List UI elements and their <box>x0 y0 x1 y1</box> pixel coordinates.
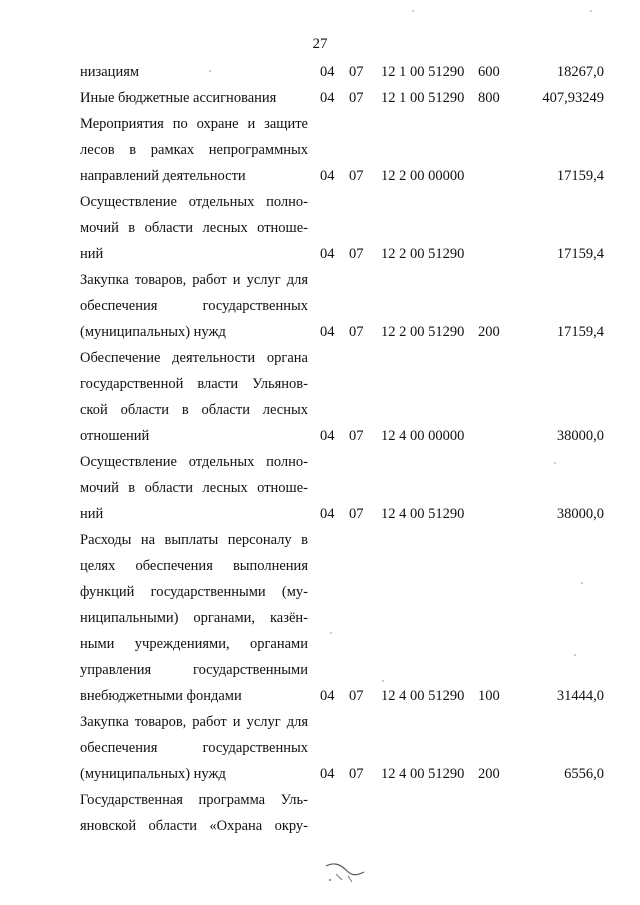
target-article: 12 4 00 51290 <box>381 506 465 522</box>
text-line: управления государственными <box>80 662 308 678</box>
scan-speck <box>382 680 384 682</box>
amount: 31444,0 <box>556 688 604 704</box>
text-line: обеспечения государственных <box>80 298 308 314</box>
scan-speck <box>412 10 414 12</box>
scan-speck <box>590 10 592 12</box>
text-line: (муниципальных) нужд <box>80 324 226 340</box>
section-code: 04 <box>320 64 335 80</box>
page-number: 27 <box>312 36 328 52</box>
text-line: мочий в области лесных отноше- <box>80 480 308 496</box>
amount: 38000,0 <box>556 428 604 444</box>
target-article: 12 4 00 51290 <box>381 766 465 782</box>
text-line: ний <box>80 506 104 522</box>
amount: 17159,4 <box>556 168 604 184</box>
amount: 6556,0 <box>564 766 604 782</box>
text-line: (муниципальных) нужд <box>80 766 226 782</box>
amount: 17159,4 <box>556 324 604 340</box>
text-line: Мероприятия по охране и защите <box>80 116 308 132</box>
text-line: отношений <box>80 428 150 444</box>
text-line: государственной власти Ульянов- <box>80 376 308 392</box>
text-line: направлений деятельности <box>80 168 246 184</box>
text-line: внебюджетными фондами <box>80 688 242 704</box>
target-article: 12 2 00 00000 <box>381 168 465 184</box>
scan-speck <box>581 582 583 584</box>
target-article: 12 1 00 51290 <box>381 90 465 106</box>
amount: 17159,4 <box>556 246 604 262</box>
text-line: Обеспечение деятельности органа <box>80 350 308 366</box>
section-code: 04 <box>320 324 335 340</box>
target-article: 12 2 00 51290 <box>381 324 465 340</box>
subsection-code: 07 <box>349 428 364 444</box>
subsection-code: 07 <box>349 64 364 80</box>
text-line: целях обеспечения выполнения <box>80 558 308 574</box>
section-code: 04 <box>320 168 335 184</box>
subsection-code: 07 <box>349 90 364 106</box>
text-line: Осуществление отдельных полно- <box>80 454 308 470</box>
text-line: ниципальными) органами, казён- <box>80 610 308 626</box>
subsection-code: 07 <box>349 766 364 782</box>
text-line: лесов в рамках непрограммных <box>80 142 308 158</box>
section-code: 04 <box>320 246 335 262</box>
text-line: обеспечения государственных <box>80 740 308 756</box>
amount: 18267,0 <box>556 64 604 80</box>
text-line: Расходы на выплаты персоналу в <box>80 532 308 548</box>
amount: 407,93249 <box>542 90 604 106</box>
scan-speck <box>574 654 576 656</box>
section-code: 04 <box>320 688 335 704</box>
expense-type: 200 <box>478 324 500 340</box>
subsection-code: 07 <box>349 324 364 340</box>
expense-type: 100 <box>478 688 500 704</box>
target-article: 12 1 00 51290 <box>381 64 465 80</box>
subsection-code: 07 <box>349 506 364 522</box>
expense-type: 200 <box>478 766 500 782</box>
target-article: 12 4 00 00000 <box>381 428 465 444</box>
text-line: Закупка товаров, работ и услуг для <box>80 714 308 730</box>
text-line: ской области в области лесных <box>80 402 308 418</box>
amount: 38000,0 <box>556 506 604 522</box>
expense-type: 600 <box>478 64 500 80</box>
text-line: Иные бюджетные ассигнования <box>80 90 277 106</box>
text-line: функций государственными (му- <box>80 584 308 600</box>
section-code: 04 <box>320 766 335 782</box>
section-code: 04 <box>320 506 335 522</box>
scan-speck <box>554 462 556 464</box>
target-article: 12 4 00 51290 <box>381 688 465 704</box>
text-line: низациям <box>80 64 140 80</box>
expense-type: 800 <box>478 90 500 106</box>
text-line: ний <box>80 246 104 262</box>
section-code: 04 <box>320 428 335 444</box>
section-code: 04 <box>320 90 335 106</box>
target-article: 12 2 00 51290 <box>381 246 465 262</box>
text-line: Осуществление отдельных полно- <box>80 194 308 210</box>
text-line: мочий в области лесных отноше- <box>80 220 308 236</box>
text-line: Закупка товаров, работ и услуг для <box>80 272 308 288</box>
text-line: Государственная программа Уль- <box>80 792 308 808</box>
text-line: яновской области «Охрана окру- <box>80 818 308 834</box>
signature-scribble <box>322 858 368 888</box>
scan-speck <box>330 632 332 634</box>
subsection-code: 07 <box>349 688 364 704</box>
subsection-code: 07 <box>349 168 364 184</box>
scan-speck <box>209 70 211 72</box>
subsection-code: 07 <box>349 246 364 262</box>
text-line: ными учреждениями, органами <box>80 636 308 652</box>
